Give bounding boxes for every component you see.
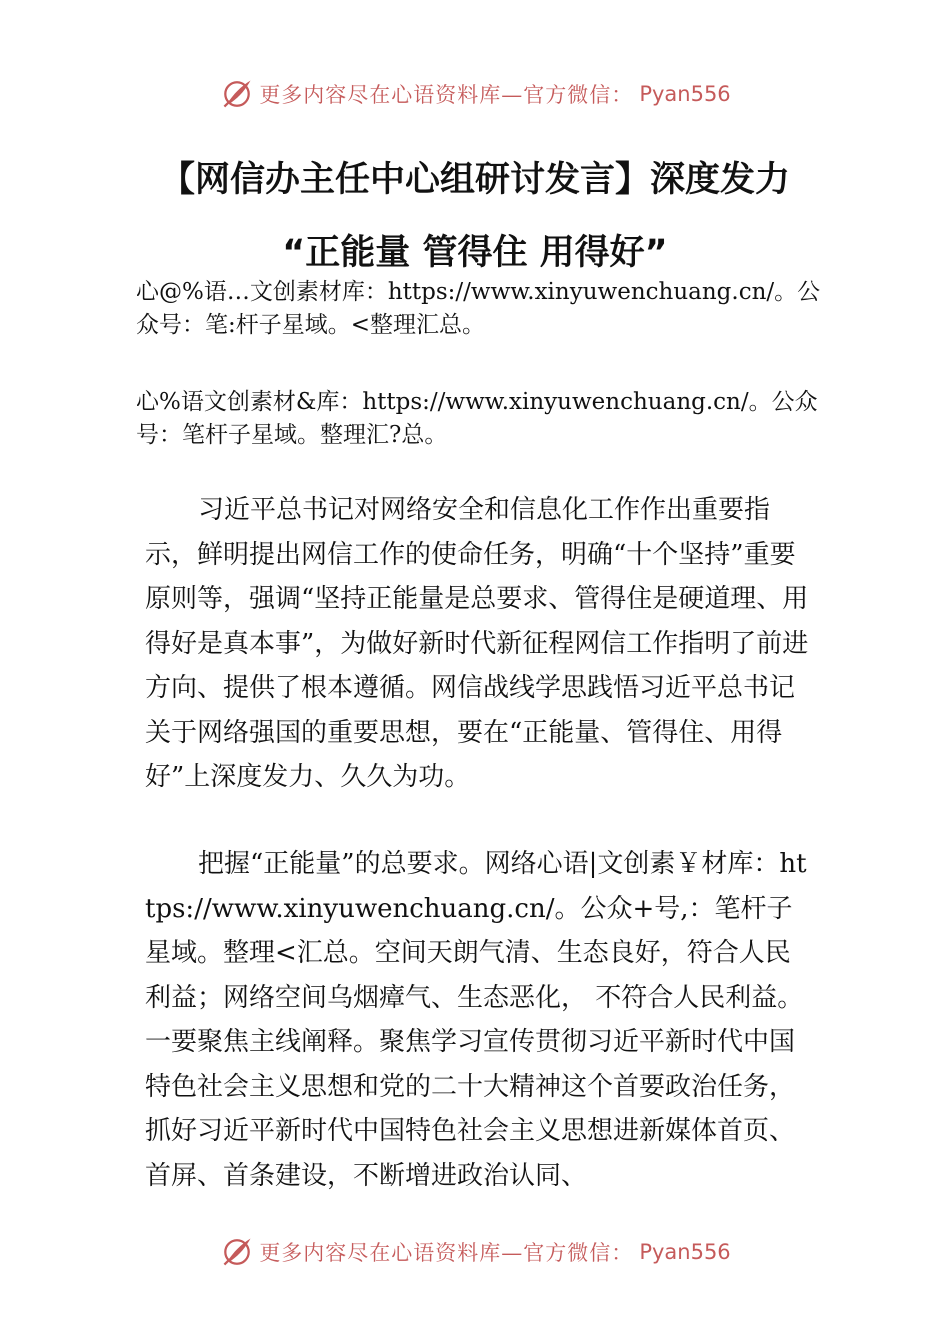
- banner-text: 更多内容尽在心语资料库—官方微信：: [259, 83, 634, 107]
- source-note: 心%语文创素材&库：https://www.xinyuwenchuang.cn/。公众号：笔杆子星域。整理汇?总。: [136, 389, 818, 448]
- quill-pen-logo-icon: [219, 76, 255, 112]
- body-paragraph: 习近平总书记对网络安全和信息化工作作出重要指示，鲜明提出网信工作的使命任务，明确“十个坚持”重要原则等，强调“坚持正能量是总要求、管得住是硬道理、用得好是真本事”，为做好新时代新征程网信工作指明了前进方向、提供了根本遵循。网信战线学思践悟习近平总书记关于网络强国的重要思想，要在“正能量、管得住、用得好”上深度发力、久久为功。: [145, 495, 809, 792]
- footer-banner: [0, 1232, 950, 1272]
- document-title-line-1: 【网信办主任中心组研讨发言】深度发力: [159, 160, 790, 200]
- document-title-line-2: “正能量 管得住 用得好”: [282, 233, 668, 273]
- source-note: 心@%语…文创素材库：https://www.xinyuwenchuang.cn/。公众号：笔:杆子星域。<整理汇总。: [136, 279, 821, 338]
- body-paragraph: 把握“正能量”的总要求。网络心语|文创素￥材库：https://www.xinyuwenchuang.cn/。公众+号,：笔杆子星域。整理<汇总。空间天朗气清、生态良好，符合人民利益；网络空间乌烟瘴气、生态恶化， 不符合人民利益。一要聚焦主线阐释。聚焦学习宣传贯彻习近平新时代中国特色社会主义思想和党的二十大精神这个首要政治任务，抓好习近平新时代中国特色社会主义思想进新媒体首页、首屏、首条建设，不断增进政治认同、: [145, 849, 807, 1191]
- banner-text: 更多内容尽在心语资料库—官方微信：: [259, 1241, 634, 1265]
- banner-wechat-id: Pyan556: [639, 82, 731, 106]
- banner-wechat-id: Pyan556: [639, 1240, 731, 1264]
- header-banner: [0, 74, 950, 114]
- quill-pen-logo-icon: [219, 1234, 255, 1270]
